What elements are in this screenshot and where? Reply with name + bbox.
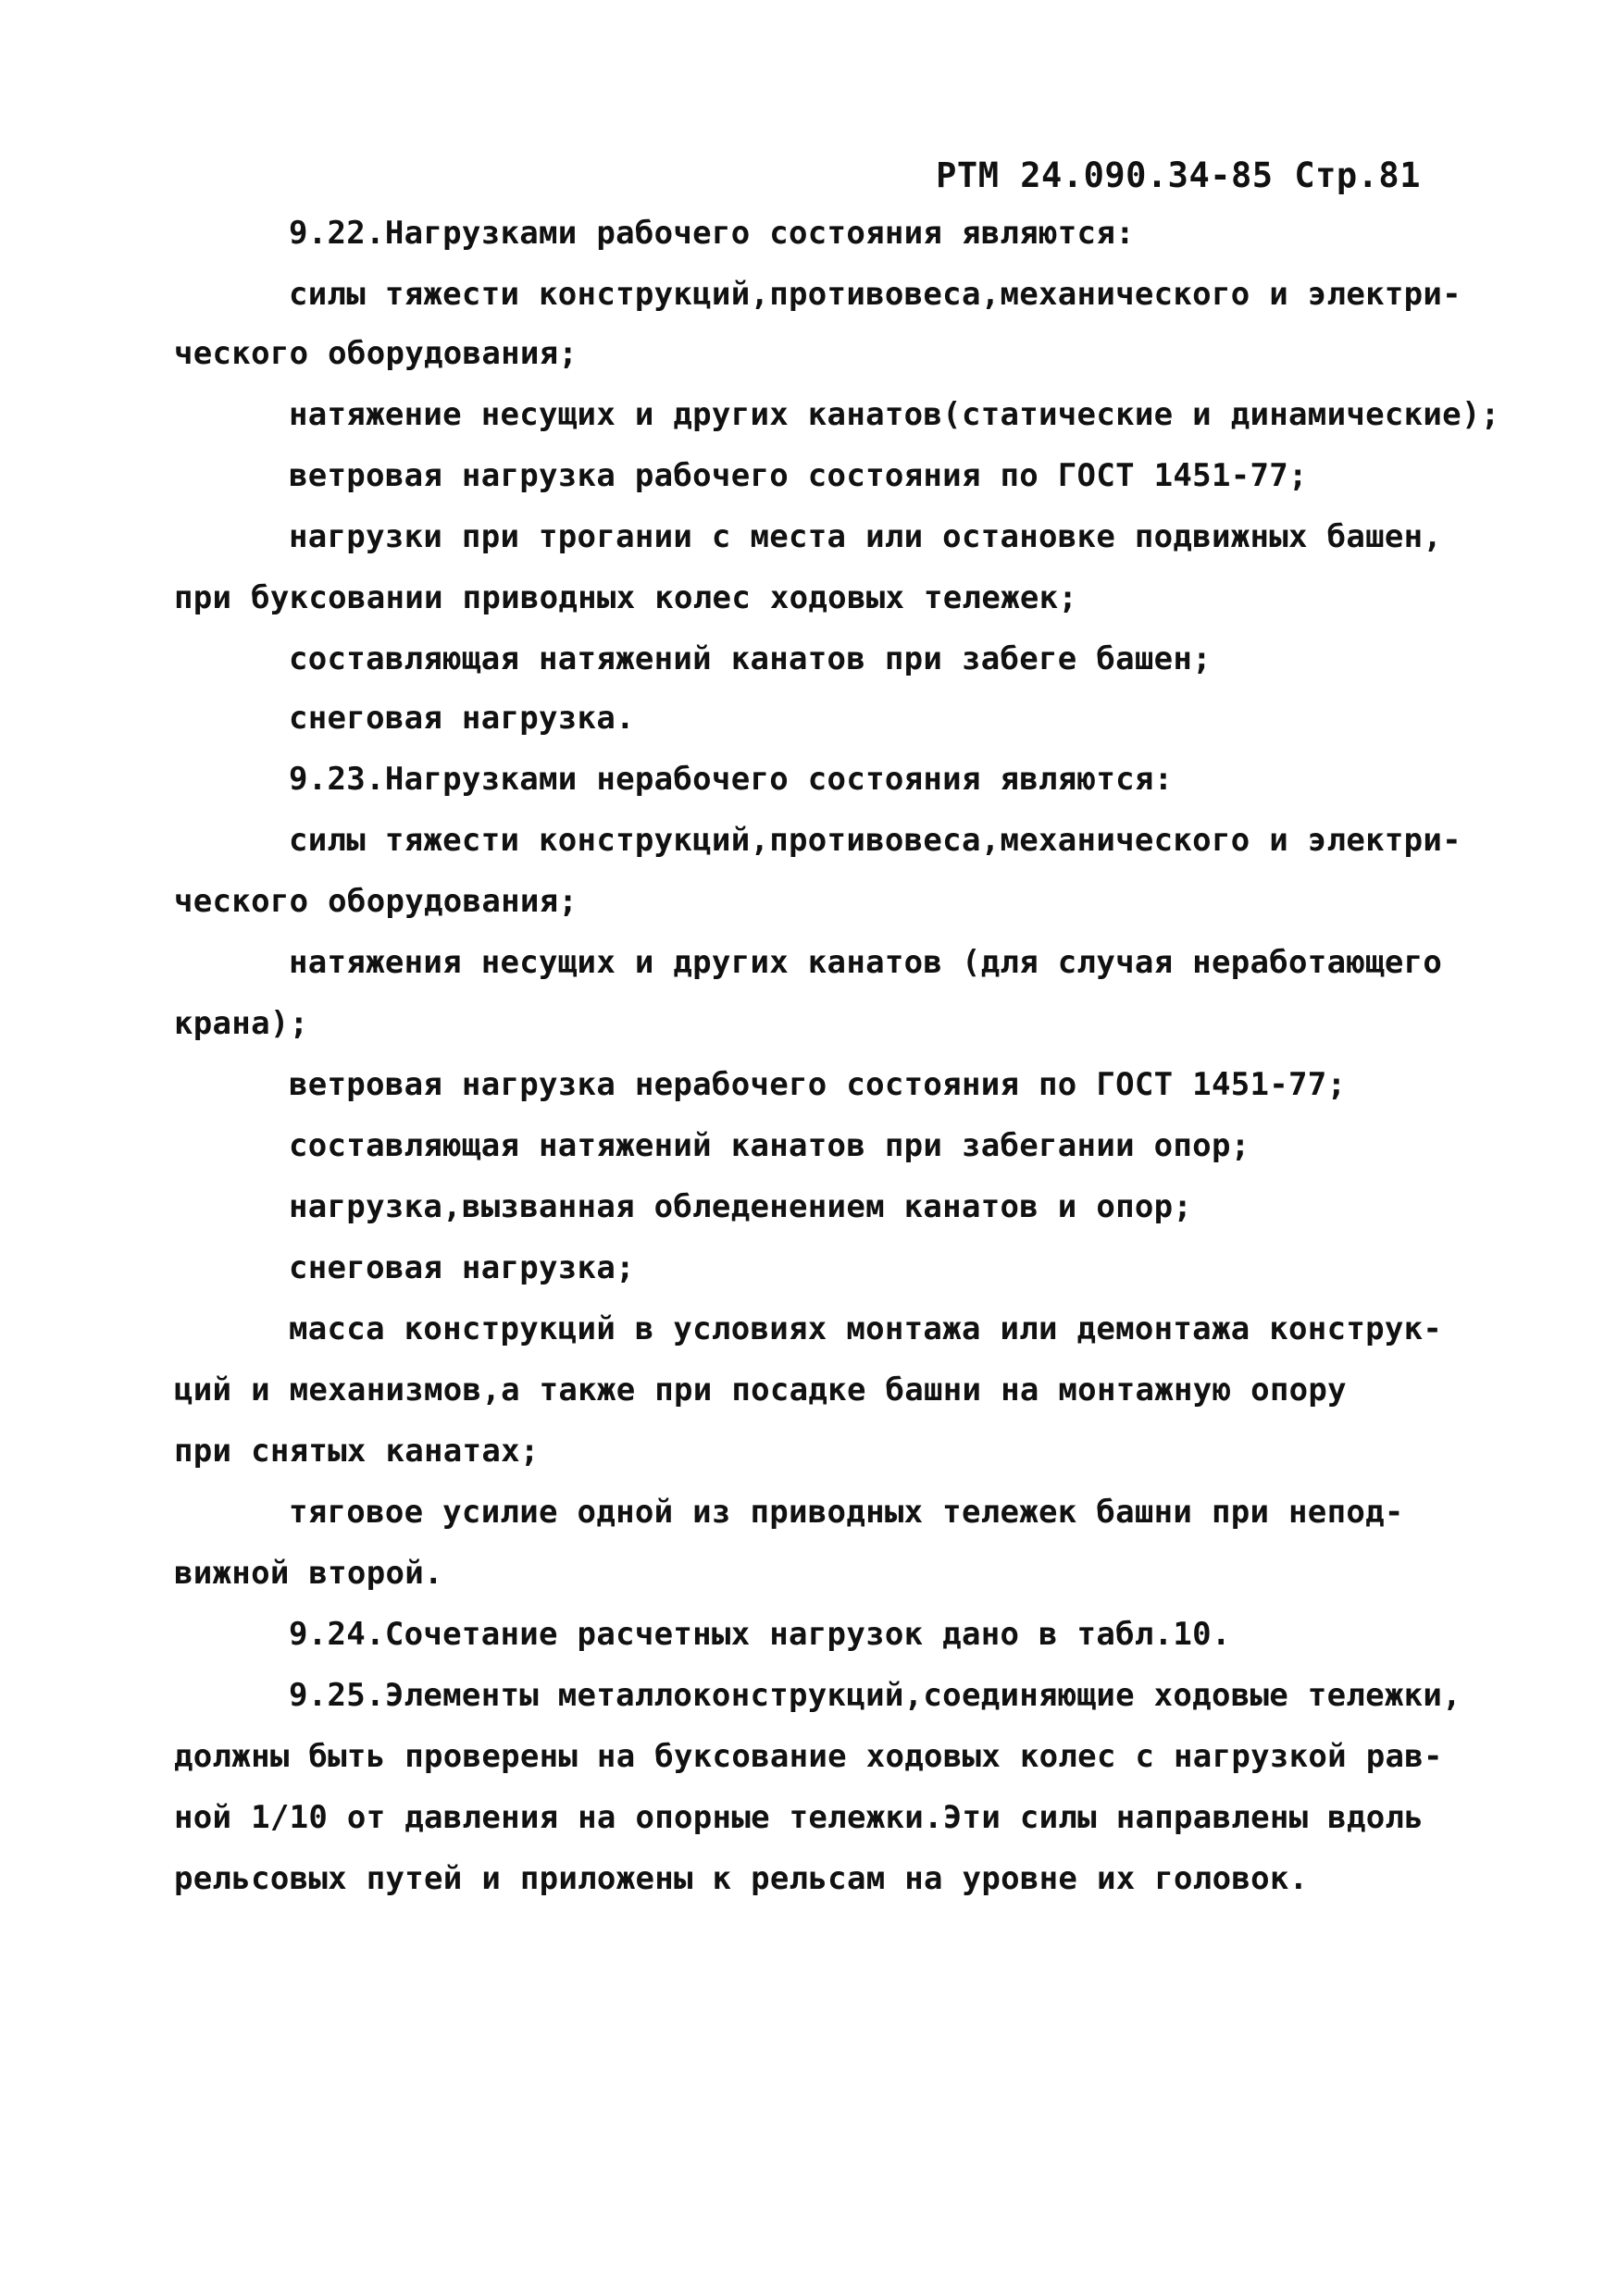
page-header: РТМ 24.090.34-85 Стр.81	[936, 155, 1421, 195]
text-line: составляющая натяжений канатов при забегании опор;	[289, 1127, 1250, 1164]
text-line: при буксовании приводных колес ходовых тележек;	[174, 579, 1078, 616]
section-9-22-heading: 9.22.Нагрузками рабочего состояния являются:	[289, 215, 1135, 252]
text-line: нагрузки при трогании с места или остановке подвижных башен,	[289, 518, 1443, 555]
text-line: натяжения несущих и других канатов (для случая неработающего	[289, 944, 1443, 981]
text-line: ческого оборудования;	[174, 335, 578, 372]
text-line: нагрузка,вызванная обледенением канатов и опор;	[289, 1188, 1193, 1225]
text-line: масса конструкций в условиях монтажа или демонтажа конструк-	[289, 1310, 1443, 1347]
text-line: натяжение несущих и других канатов(статические и динамические);	[289, 396, 1500, 433]
text-line: ческого оборудования;	[174, 883, 578, 920]
section-9-25-text: 9.25.Элементы металлоконструкций,соединяющие ходовые тележки,	[289, 1677, 1462, 1714]
text-line: рельсовых путей и приложены к рельсам на уровне их головок.	[174, 1860, 1309, 1897]
text-line: снеговая нагрузка.	[289, 700, 635, 737]
text-line: крана);	[174, 1005, 309, 1042]
text-line: вижной второй.	[174, 1555, 443, 1592]
text-line: ветровая нагрузка рабочего состояния по ГОСТ 1451-77;	[289, 457, 1308, 494]
text-line: ветровая нагрузка нерабочего состояния по ГОСТ 1451-77;	[289, 1066, 1347, 1103]
text-line: ной 1/10 от давления на опорные тележки.Эти силы направлены вдоль	[174, 1799, 1424, 1836]
text-line: снеговая нагрузка;	[289, 1249, 635, 1286]
text-line: должны быть проверены на буксование ходовых колес с нагрузкой рав-	[174, 1738, 1443, 1775]
text-line: силы тяжести конструкций,противовеса,механического и электри-	[289, 822, 1462, 859]
section-9-23-heading: 9.23.Нагрузками нерабочего состояния являются:	[289, 761, 1174, 798]
text-line: тяговое усилие одной из приводных тележек башни при непод-	[289, 1494, 1404, 1531]
text-line: силы тяжести конструкций,противовеса,механического и электри-	[289, 276, 1462, 313]
text-line: составляющая натяжений канатов при забеге башен;	[289, 640, 1212, 677]
text-line: при снятых канатах;	[174, 1433, 540, 1470]
text-line: ций и механизмов,а также при посадке башни на монтажную опору	[174, 1371, 1347, 1409]
section-9-24-text: 9.24.Сочетание расчетных нагрузок дано в табл.10.	[289, 1616, 1231, 1653]
